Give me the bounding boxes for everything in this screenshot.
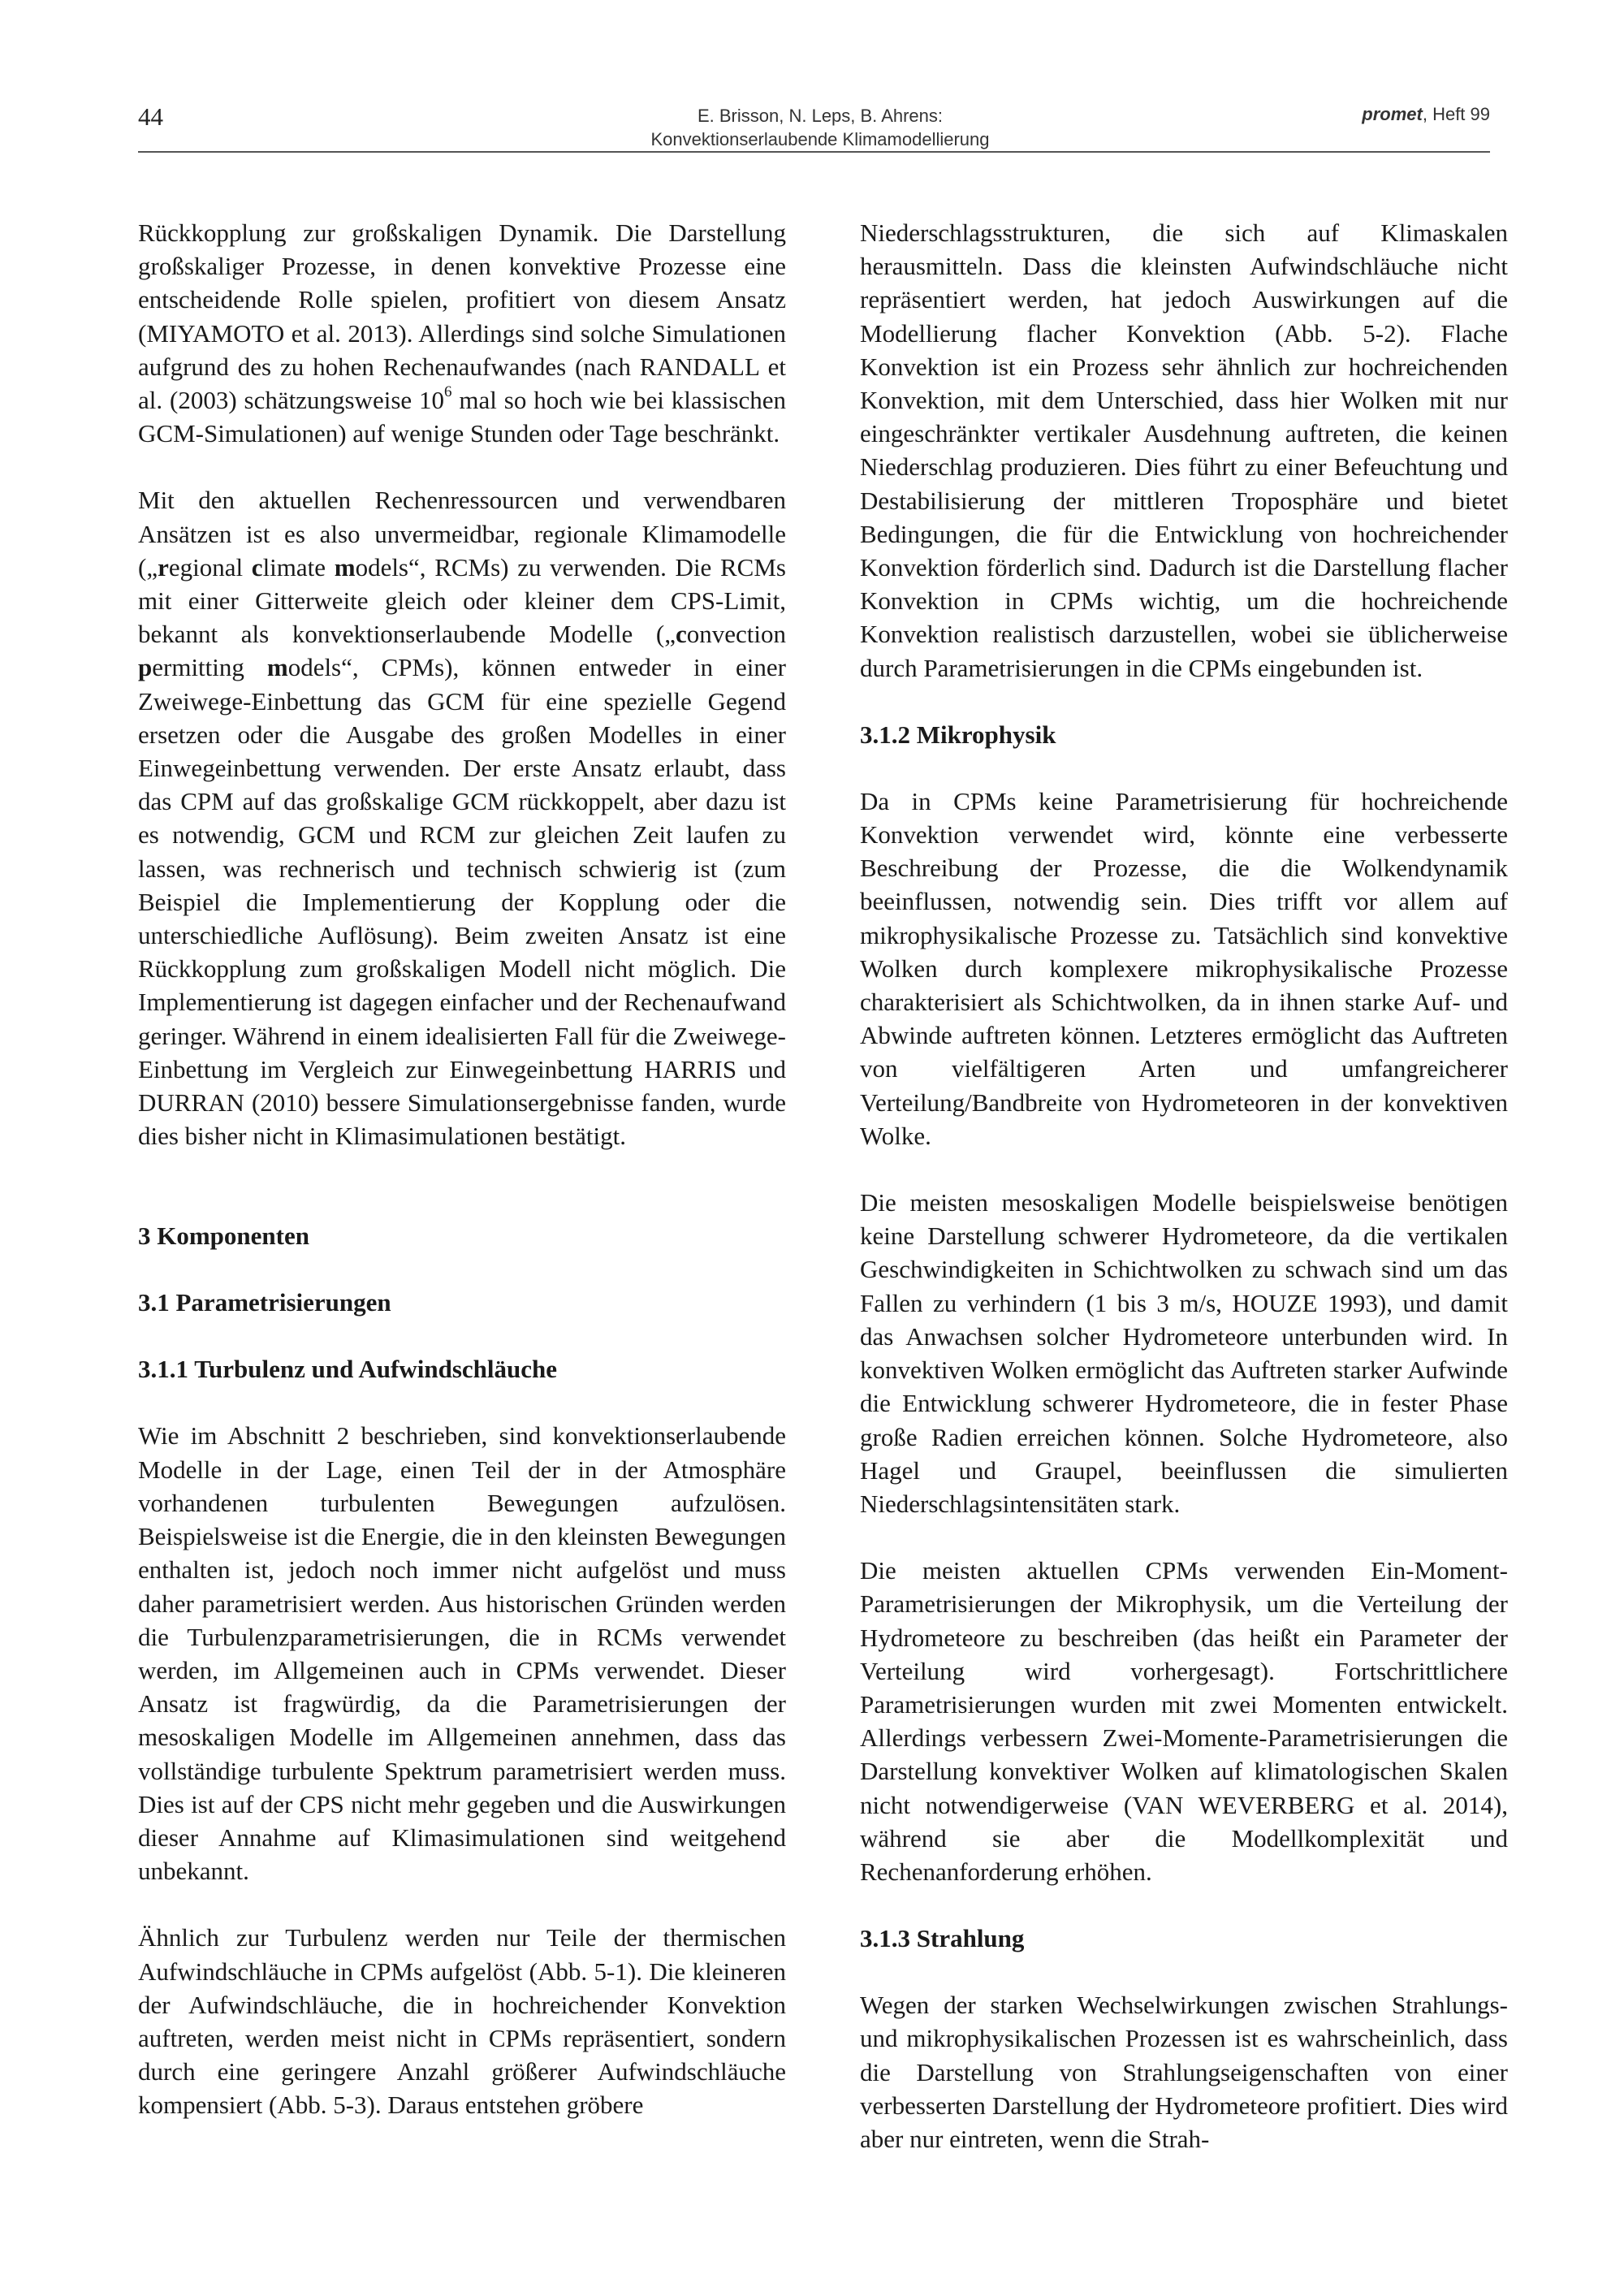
journal-issue <box>1362 104 1490 125</box>
paragraph: Die meisten aktuellen CPMs verwenden Ein-Moment-Parametrisierungen der Mikrophysik, um die Verteilung der Hydrometeore zu beschreiben (das heißt ein Parameter der Verteilung wird vorhergesagt). Fortschrittlichere Parametrisierungen wurden mit zwei Momenten entwickelt. Allerdings verbessern Zwei-Momente-Parametrisierungen die Darstellung konvektiver Wolken auf klimatologischen Skalen nicht notwendigerweise (VAN WEVERBERG et al. 2014), während sie aber die Modellkomplexität und Rechenanforderung erhöhen. <box>860 1556 1508 1886</box>
paragraph: Die meisten mesoskaligen Modelle beispielsweise benötigen keine Darstellung schwerer Hydrometeore, da die vertikalen Geschwindigkeiten in Schichtwolken zu schwach sind um das Fallen zu verhindern (1 bis 3 m/s, HOUZE 1993), und damit das Anwachsen solcher Hydrometeore unterbunden wird. In konvektiven Wolken ermöglicht das Auftreten starker Aufwinde die Entwicklung schwerer Hydrometeore, die in fester Phase große Radien erreichen können. Solche Hydrometeore, also Hagel und Graupel, beeinflussen die simulierten Niederschlagsintensitäten stark. <box>860 1188 1508 1518</box>
section-heading-turbulenz: 3.1.1 Turbulenz und Aufwindschläuche <box>138 1355 557 1384</box>
left-column <box>138 216 786 2155</box>
bold-letter: m <box>334 552 356 582</box>
paragraph <box>138 483 786 1152</box>
header-rule <box>138 151 1490 153</box>
journal-issue-label: , Heft 99 <box>1422 104 1490 124</box>
paragraph-text: mal so hoch wie bei klassischen GCM-Simulationen) auf wenige Stunden oder Tage beschränkt. <box>138 386 786 448</box>
superscript: 6 <box>444 383 452 400</box>
paragraph-text: limate <box>262 552 335 582</box>
paragraph-text: onvection <box>686 620 786 649</box>
paragraph-text: egional <box>168 552 252 582</box>
page-number: 44 <box>138 102 163 131</box>
paragraph: Wie im Abschnitt 2 beschrieben, sind konvektionserlaubende Modelle in der Lage, einen Teil der in der Atmosphäre vorhandenen turbulenten Bewegungen aufzulösen. Beispielsweise ist die Energie, die in den kleinsten Bewegungen enthalten ist, jedoch noch immer nicht aufgelöst und muss daher parametrisiert werden. Aus historischen Gründen werden die Turbulenzparametrisierungen, die in RCMs verwendet werden, im Allgemeinen auch in CPMs verwendet. Dieser Ansatz ist fragwürdig, da die Parametrisierungen der mesoskaligen Modelle im Allgemeinen annehmen, dass das vollständige turbulente Spektrum parametrisiert werden muss. Dies ist auf der CPS nicht mehr gegeben und die Auswirkungen dieser Annahme auf Klimasimulationen sind weitgehend unbekannt. <box>138 1421 786 1886</box>
running-header <box>568 104 1072 151</box>
paragraph: Ähnlich zur Turbulenz werden nur Teile der thermischen Aufwindschläuche in CPMs aufgelöst (Abb. 5-1). Die kleineren der Aufwindschläuche, die in hochreichender Konvektion auftreten, werden meist nicht in CPMs repräsentiert, sondern durch eine geringere Anzahl größerer Aufwindschläuche kompensiert (Abb. 5-3). Daraus entstehen gröbere <box>138 1923 786 2120</box>
section-heading-komponenten: 3 Komponenten <box>138 1222 309 1251</box>
section-heading-strahlung: 3.1.3 Strahlung <box>860 1924 1025 1953</box>
paragraph-text: ermitting <box>152 653 267 682</box>
paragraph-text: Rückkopplung zur großskaligen Dynamik. Die Darstellung großskaliger Prozesse, in denen konvektive Prozesse eine entscheidende Rolle spielen, profitiert von diesem Ansatz (MIYAMOTO et al. 2013). Allerdings sind solche Simulationen aufgrund des zu hohen Rechenaufwandes (nach RANDALL et al. (2003) schätzungsweise 10 <box>138 218 786 415</box>
paragraph: Da in CPMs keine Parametrisierung für hochreichende Konvektion verwendet wird, könnte eine verbesserte Beschreibung der Prozesse, die die Wolkendynamik beeinflussen, notwendig sein. Dies trifft vor allem auf mikrophysikalische Prozesse zu. Tatsächlich sind konvektive Wolken durch komplexere mikrophysikalische Prozesse charakterisiert als Schichtwolken, da in ihnen starke Auf- und Abwinde auftreten können. Letzteres ermöglicht das Auftreten von vielfältigeren Arten und umfangreicherer Verteilung/Bandbreite von Hydrometeoren in der konvektiven Wolke. <box>860 786 1508 1150</box>
right-column <box>860 216 1508 2189</box>
journal-brand: promet <box>1362 104 1423 124</box>
paragraph: Niederschlagsstrukturen, die sich auf Klimaskalen herausmitteln. Dass die kleinsten Aufwindschläuche nicht repräsentiert werden, hat jedoch Auswirkungen auf die Modellierung flacher Konvektion (Abb. 5-2). Flache Konvektion ist ein Prozess sehr ähnlich zur hochreichenden Konvektion, mit dem Unterschied, dass hier Wolken mit nur eingeschränkter vertikaler Ausdehnung auftreten, die keinen Niederschlag produzieren. Dies führt zu einer Befeuchtung und Destabilisierung der mittleren Troposphäre und bietet Bedingungen, die für die Entwicklung von hochreichender Konvektion förderlich sind. Dadurch ist die Darstellung flacher Konvektion in CPMs wichtig, um die hochreichende Konvektion realistisch darzustellen, wobei sie üblicherweise durch Parametrisierungen in die CPMs eingebunden ist. <box>860 218 1508 682</box>
paragraph-text: Mit den aktuellen Rechenressourcen und verwendbaren Ansätzen ist es also unvermeidbar, regionale Klimamodelle („ <box>138 486 786 582</box>
bold-letter: c <box>251 552 263 582</box>
bold-letter: c <box>675 620 687 649</box>
paragraph-text: odels“, RCMs) zu verwenden. Die RCMs mit einer Gitterweite gleich oder kleiner dem CPS-Limit, bekannt als konvektionserlaubende Modelle („ <box>138 552 786 649</box>
section-heading-mikrophysik: 3.1.2 Mikrophysik <box>860 720 1056 749</box>
paragraph: Wegen der starken Wechselwirkungen zwischen Strahlungs- und mikrophysikalischen Prozessen ist es wahrscheinlich, dass die Darstellung von Strahlungseigenschaften von einer verbesserten Darstellung der Hydrometeore profitiert. Dies wird aber nur eintreten, wenn die Strah- <box>860 1991 1508 2153</box>
paragraph <box>138 216 786 450</box>
section-heading-parametrisierungen: 3.1 Parametrisierungen <box>138 1288 391 1317</box>
header-authors: E. Brisson, N. Leps, B. Ahrens: <box>697 106 944 126</box>
paragraph-text: odels“, CPMs), können entweder in einer Zweiwege-Einbettung das GCM für eine spezielle Gegend ersetzen oder die Ausgabe des großen Modelles in einer Einwegeinbettung verwenden. Der erste Ansatz erlaubt, dass das CPM auf das großskalige GCM rückkoppelt, aber dazu ist es notwendig, GCM und RCM zur gleichen Zeit laufen zu lassen, was rechnerisch und technisch schwierig ist (zum Beispiel die Implementierung der Kopplung oder die unterschiedliche Auflösung). Beim zweiten Ansatz ist eine Rückkopplung zum großskaligen Modell nicht möglich. Die Implementierung ist dagegen einfacher und der Rechenaufwand geringer. Während in einem idealisierten Fall für die Zweiwege-Einbettung im Vergleich zur Einwegeinbettung HARRIS und DURRAN (2010) bessere Simulationsergebnisse fanden, wurde dies bisher nicht in Klimasimulationen bestätigt. <box>138 653 786 1151</box>
bold-letter: r <box>158 552 169 582</box>
header-title: Konvektionserlaubende Klimamodellierung <box>650 129 990 149</box>
bold-letter: p <box>138 653 153 682</box>
bold-letter: m <box>266 653 288 682</box>
